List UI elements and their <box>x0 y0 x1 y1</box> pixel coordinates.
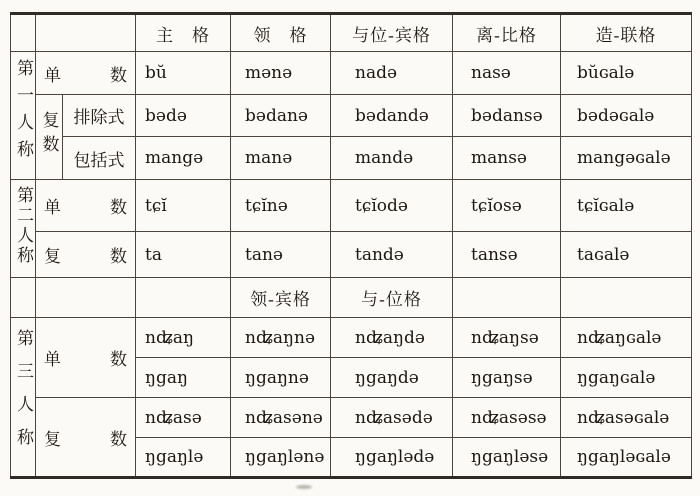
paradigm-cell: ŋgaŋlə <box>136 438 231 478</box>
paradigm-cell: bŭɢalə <box>561 52 692 95</box>
person-label-text: 第二人称 <box>14 186 33 266</box>
number-label-text: 复数 <box>39 110 59 159</box>
paradigm-cell: tanə <box>231 232 331 278</box>
case-header-nominative: 主 格 <box>136 14 231 52</box>
paradigm-cell: mandə <box>331 137 453 180</box>
paradigm-cell: mangəɢalə <box>561 137 692 180</box>
number-label-plural-p3: 复数 <box>36 398 136 478</box>
header-row <box>11 14 692 52</box>
paradigm-cell: nʥasəɢalə <box>561 398 692 438</box>
corner-stub <box>11 14 36 52</box>
paradigm-cell: nʥasəsə <box>453 398 561 438</box>
paradigm-cell: tɕĭ <box>136 180 231 232</box>
subheader-genitive-accusative: 领-宾格 <box>231 278 331 318</box>
scan-artifact <box>296 485 312 489</box>
paradigm-cell: nʥaŋɢalə <box>561 318 692 358</box>
subheader-empty <box>453 278 561 318</box>
paradigm-cell: nʥaŋnə <box>231 318 331 358</box>
paradigm-cell: tɕĭodə <box>331 180 453 232</box>
table-row <box>11 232 692 278</box>
number-label-singular-p3: 单数 <box>36 318 136 398</box>
paradigm-cell: tɕĭosə <box>453 180 561 232</box>
paradigm-cell: ŋgaŋ <box>136 358 231 398</box>
subheader-stub <box>11 278 36 318</box>
table-row <box>11 95 692 137</box>
subheader-empty <box>136 278 231 318</box>
paradigm-cell: bədanə <box>231 95 331 137</box>
paradigm-cell: manə <box>231 137 331 180</box>
paradigm-cell: bədəɢalə <box>561 95 692 137</box>
paradigm-cell: ŋgaŋlədə <box>331 438 453 478</box>
person-label-text: 第三人称 <box>14 328 33 461</box>
paradigm-cell: ta <box>136 232 231 278</box>
paradigm-cell: nʥasə <box>136 398 231 438</box>
paradigm-cell: nadə <box>331 52 453 95</box>
case-header-instrumental-comitative: 造-联格 <box>561 14 692 52</box>
person-label-second <box>11 180 36 278</box>
paradigm-cell: nʥaŋ <box>136 318 231 358</box>
paradigm-cell: bədandə <box>331 95 453 137</box>
paradigm-cell: nʥaŋdə <box>331 318 453 358</box>
number-label-plural-p2: 复数 <box>36 232 136 278</box>
paradigm-cell: ŋgaŋlənə <box>231 438 331 478</box>
paradigm-cell: tɕĭnə <box>231 180 331 232</box>
number-label-plural-p1 <box>36 95 63 180</box>
paradigm-cell: nʥasənə <box>231 398 331 438</box>
table-row <box>11 137 692 180</box>
number-label-singular-p2: 单数 <box>36 180 136 232</box>
paradigm-cell: tansə <box>453 232 561 278</box>
paradigm-cell: tɕĭɢalə <box>561 180 692 232</box>
person-label-text: 第一人称 <box>14 59 33 167</box>
paradigm-cell: mansə <box>453 137 561 180</box>
person-label-third <box>11 318 36 478</box>
paradigm-cell: ŋgaŋɢalə <box>561 358 692 398</box>
paradigm-cell: mənə <box>231 52 331 95</box>
number-label-singular-p1: 单数 <box>36 52 136 95</box>
case-header-ablative-comparative: 离-比格 <box>453 14 561 52</box>
person-label-first <box>11 52 36 180</box>
subheader-empty <box>561 278 692 318</box>
paradigm-cell: taɢalə <box>561 232 692 278</box>
clusivity-label-exclusive: 排除式 <box>63 95 136 137</box>
case-header-genitive: 领 格 <box>231 14 331 52</box>
case-header-dative-locative-accusative: 与位-宾格 <box>331 14 453 52</box>
paradigm-cell: ŋgaŋsə <box>453 358 561 398</box>
paradigm-cell: nʥaŋsə <box>453 318 561 358</box>
paradigm-cell: bədansə <box>453 95 561 137</box>
paradigm-cell: ŋgaŋdə <box>331 358 453 398</box>
clusivity-label-inclusive: 包括式 <box>63 137 136 180</box>
paradigm-cell: bədə <box>136 95 231 137</box>
paradigm-cell: ŋgaŋləɢalə <box>561 438 692 478</box>
table-row <box>11 398 692 438</box>
paradigm-cell: nʥasədə <box>331 398 453 438</box>
table-row <box>11 52 692 95</box>
subheader-row <box>11 278 692 318</box>
corner-cell <box>36 14 136 52</box>
table-row <box>11 318 692 358</box>
paradigm-cell: bŭ <box>136 52 231 95</box>
subheader-dative-locative: 与-位格 <box>331 278 453 318</box>
paradigm-cell: mangə <box>136 137 231 180</box>
paradigm-table <box>10 12 692 479</box>
table-row <box>11 180 692 232</box>
subheader-stub <box>36 278 136 318</box>
paradigm-cell: ŋgaŋnə <box>231 358 331 398</box>
paradigm-cell: ŋgaŋləsə <box>453 438 561 478</box>
paradigm-cell: tandə <box>331 232 453 278</box>
paradigm-cell: nasə <box>453 52 561 95</box>
